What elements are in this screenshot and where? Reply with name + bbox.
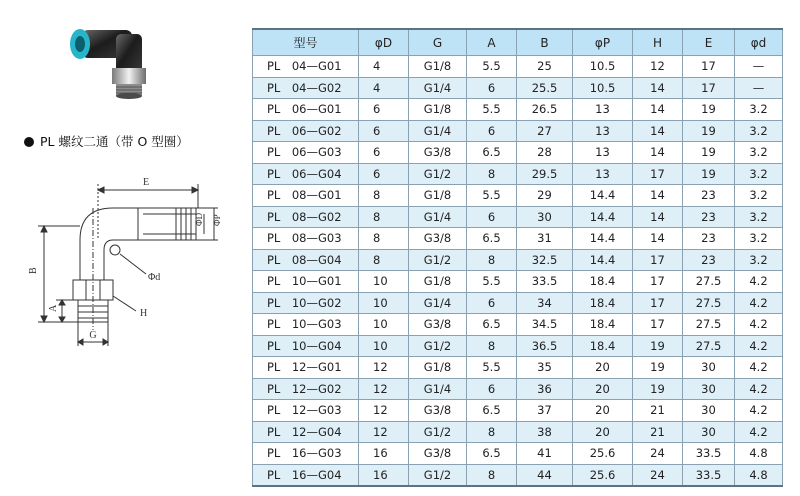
table-row [253, 357, 783, 379]
cell-E: 23 [683, 206, 735, 228]
cell-B: 36.5 [517, 335, 573, 357]
cell-model: PL 10—G01 [253, 271, 359, 293]
header-phi-D: φD [359, 29, 409, 56]
left-panel [0, 0, 248, 496]
cell-phi-d: 4.8 [735, 443, 783, 465]
cell-E: 30 [683, 378, 735, 400]
cell-A: 8 [467, 163, 517, 185]
cell-model: PL 10—G04 [253, 335, 359, 357]
cell-model: PL 12—G03 [253, 400, 359, 422]
header-phi-P: φP [573, 29, 633, 56]
cell-H: 14 [633, 99, 683, 121]
cell-phi-P: 13 [573, 120, 633, 142]
cell-phi-D: 4 [359, 77, 409, 99]
cell-H: 17 [633, 314, 683, 336]
cell-G: G1/8 [409, 185, 467, 207]
cell-H: 21 [633, 421, 683, 443]
table-row [253, 185, 783, 207]
cell-B: 29 [517, 185, 573, 207]
cell-phi-P: 20 [573, 421, 633, 443]
cell-phi-D: 4 [359, 56, 409, 78]
cell-B: 33.5 [517, 271, 573, 293]
cell-G: G1/8 [409, 99, 467, 121]
cell-H: 19 [633, 378, 683, 400]
table-row [253, 292, 783, 314]
cell-phi-D: 12 [359, 421, 409, 443]
cell-phi-D: 10 [359, 271, 409, 293]
cell-phi-P: 13 [573, 99, 633, 121]
cell-phi-D: 8 [359, 249, 409, 271]
cell-phi-P: 20 [573, 378, 633, 400]
cell-G: G3/8 [409, 443, 467, 465]
cell-phi-P: 13 [573, 163, 633, 185]
cell-A: 5.5 [467, 357, 517, 379]
table-row [253, 464, 783, 486]
cell-E: 19 [683, 120, 735, 142]
cell-E: 17 [683, 77, 735, 99]
cell-phi-D: 6 [359, 163, 409, 185]
cell-A: 5.5 [467, 56, 517, 78]
cell-E: 19 [683, 163, 735, 185]
cell-phi-d: 4.8 [735, 464, 783, 486]
cell-phi-d: 3.2 [735, 163, 783, 185]
cell-phi-P: 14.4 [573, 206, 633, 228]
table-header-row [253, 29, 783, 56]
cell-B: 26.5 [517, 99, 573, 121]
table-row [253, 378, 783, 400]
cell-G: G1/4 [409, 378, 467, 400]
cell-phi-P: 14.4 [573, 185, 633, 207]
cell-phi-D: 6 [359, 99, 409, 121]
cell-E: 30 [683, 400, 735, 422]
cell-E: 27.5 [683, 314, 735, 336]
cell-phi-d: 3.2 [735, 249, 783, 271]
cell-phi-d: 4.2 [735, 421, 783, 443]
table-row [253, 335, 783, 357]
cell-H: 14 [633, 77, 683, 99]
cell-phi-P: 20 [573, 357, 633, 379]
table-row [253, 400, 783, 422]
cell-G: G3/8 [409, 142, 467, 164]
cell-phi-D: 6 [359, 142, 409, 164]
header-model: 型号 [253, 29, 359, 56]
cell-phi-P: 14.4 [573, 228, 633, 250]
table-row [253, 99, 783, 121]
label-phi-P: ΦP [212, 214, 222, 226]
cell-phi-P: 18.4 [573, 335, 633, 357]
cell-G: G3/8 [409, 400, 467, 422]
cell-B: 25.5 [517, 77, 573, 99]
cell-model: PL 08—G02 [253, 206, 359, 228]
cell-phi-d: 4.2 [735, 335, 783, 357]
cell-A: 5.5 [467, 185, 517, 207]
cell-E: 17 [683, 56, 735, 78]
cell-G: G1/2 [409, 464, 467, 486]
label-G: G [89, 330, 97, 341]
cell-G: G1/8 [409, 271, 467, 293]
bullet-icon [24, 137, 34, 147]
cell-phi-P: 13 [573, 142, 633, 164]
cell-G: G1/2 [409, 335, 467, 357]
cell-G: G1/4 [409, 77, 467, 99]
cell-G: G1/2 [409, 163, 467, 185]
cell-G: G1/8 [409, 56, 467, 78]
cell-phi-P: 18.4 [573, 271, 633, 293]
cell-E: 23 [683, 185, 735, 207]
cell-model: PL 04—G01 [253, 56, 359, 78]
cell-model: PL 10—G02 [253, 292, 359, 314]
cell-model: PL 06—G03 [253, 142, 359, 164]
cell-model: PL 06—G01 [253, 99, 359, 121]
cell-H: 19 [633, 357, 683, 379]
cell-phi-D: 8 [359, 228, 409, 250]
cell-B: 36 [517, 378, 573, 400]
cell-model: PL 04—G02 [253, 77, 359, 99]
cell-model: PL 08—G04 [253, 249, 359, 271]
cell-A: 6 [467, 77, 517, 99]
cell-A: 5.5 [467, 99, 517, 121]
cell-E: 19 [683, 142, 735, 164]
cell-phi-d: 4.2 [735, 314, 783, 336]
cell-model: PL 12—G04 [253, 421, 359, 443]
table-row [253, 206, 783, 228]
cell-A: 6 [467, 206, 517, 228]
cell-E: 23 [683, 228, 735, 250]
cell-phi-P: 14.4 [573, 249, 633, 271]
cell-H: 14 [633, 185, 683, 207]
product-photo [60, 8, 170, 108]
cell-H: 24 [633, 443, 683, 465]
spec-table [252, 28, 783, 487]
label-phi-D: ΦD [194, 212, 204, 226]
cell-A: 6.5 [467, 400, 517, 422]
cell-G: G1/2 [409, 421, 467, 443]
cell-phi-d: 3.2 [735, 206, 783, 228]
cell-model: PL 06—G04 [253, 163, 359, 185]
table-row [253, 228, 783, 250]
cell-A: 6 [467, 378, 517, 400]
cell-E: 30 [683, 421, 735, 443]
label-A: A [48, 304, 59, 312]
cell-phi-D: 12 [359, 357, 409, 379]
cell-phi-d: 3.2 [735, 185, 783, 207]
cell-model: PL 16—G03 [253, 443, 359, 465]
cell-phi-P: 18.4 [573, 314, 633, 336]
cell-E: 27.5 [683, 271, 735, 293]
cell-A: 8 [467, 464, 517, 486]
cell-phi-P: 25.6 [573, 464, 633, 486]
cell-H: 19 [633, 335, 683, 357]
cell-phi-D: 10 [359, 292, 409, 314]
label-E: E [142, 177, 150, 188]
cell-A: 6 [467, 292, 517, 314]
cell-phi-d: — [735, 56, 783, 78]
cell-B: 30 [517, 206, 573, 228]
cell-B: 32.5 [517, 249, 573, 271]
cell-phi-D: 16 [359, 464, 409, 486]
label-phi-d: Φd [148, 272, 161, 283]
cell-B: 34.5 [517, 314, 573, 336]
cell-phi-d: 4.2 [735, 292, 783, 314]
header-A: A [467, 29, 517, 56]
cell-phi-P: 18.4 [573, 292, 633, 314]
cell-phi-d: 4.2 [735, 400, 783, 422]
cell-E: 27.5 [683, 292, 735, 314]
label-H: H [140, 308, 148, 319]
header-B: B [517, 29, 573, 56]
cell-E: 33.5 [683, 464, 735, 486]
table-row [253, 421, 783, 443]
cell-B: 31 [517, 228, 573, 250]
cell-H: 24 [633, 464, 683, 486]
cell-A: 6 [467, 120, 517, 142]
cell-H: 14 [633, 120, 683, 142]
cell-phi-D: 8 [359, 206, 409, 228]
cell-phi-d: — [735, 77, 783, 99]
cell-phi-d: 4.2 [735, 378, 783, 400]
table-row [253, 443, 783, 465]
cell-phi-D: 16 [359, 443, 409, 465]
cell-G: G1/2 [409, 249, 467, 271]
cell-phi-d: 3.2 [735, 99, 783, 121]
cell-G: G3/8 [409, 228, 467, 250]
cell-phi-D: 12 [359, 378, 409, 400]
cell-model: PL 12—G02 [253, 378, 359, 400]
cell-phi-P: 25.6 [573, 443, 633, 465]
cell-E: 19 [683, 99, 735, 121]
cell-G: G1/8 [409, 357, 467, 379]
cell-G: G3/8 [409, 314, 467, 336]
cell-B: 29.5 [517, 163, 573, 185]
cell-G: G1/4 [409, 120, 467, 142]
table-row [253, 77, 783, 99]
cell-model: PL 16—G04 [253, 464, 359, 486]
table-row [253, 120, 783, 142]
cell-H: 14 [633, 142, 683, 164]
cell-A: 6.5 [467, 142, 517, 164]
cell-phi-D: 12 [359, 400, 409, 422]
cell-B: 41 [517, 443, 573, 465]
caption-text: PL 螺纹二通（带 O 型圈） [40, 134, 189, 149]
cell-phi-D: 8 [359, 185, 409, 207]
product-caption [24, 132, 189, 150]
cell-B: 38 [517, 421, 573, 443]
cell-B: 37 [517, 400, 573, 422]
cell-H: 17 [633, 249, 683, 271]
cell-model: PL 08—G03 [253, 228, 359, 250]
cell-B: 27 [517, 120, 573, 142]
cell-B: 35 [517, 357, 573, 379]
cell-E: 27.5 [683, 335, 735, 357]
cell-phi-P: 10.5 [573, 56, 633, 78]
cell-B: 25 [517, 56, 573, 78]
cell-phi-D: 10 [359, 314, 409, 336]
spec-table-container [252, 28, 782, 487]
table-row [253, 271, 783, 293]
header-E: E [683, 29, 735, 56]
header-phi-d: φd [735, 29, 783, 56]
cell-B: 44 [517, 464, 573, 486]
cell-phi-d: 3.2 [735, 142, 783, 164]
header-H: H [633, 29, 683, 56]
cell-model: PL 10—G03 [253, 314, 359, 336]
cell-A: 6.5 [467, 228, 517, 250]
table-body [253, 56, 783, 487]
cell-phi-D: 6 [359, 120, 409, 142]
dimension-diagram [18, 168, 238, 358]
cell-A: 8 [467, 421, 517, 443]
table-row [253, 163, 783, 185]
cell-model: PL 08—G01 [253, 185, 359, 207]
cell-E: 23 [683, 249, 735, 271]
cell-H: 17 [633, 271, 683, 293]
label-B: B [28, 267, 39, 274]
cell-H: 14 [633, 228, 683, 250]
cell-H: 21 [633, 400, 683, 422]
cell-phi-d: 3.2 [735, 120, 783, 142]
table-row [253, 142, 783, 164]
cell-phi-d: 4.2 [735, 357, 783, 379]
cell-phi-P: 20 [573, 400, 633, 422]
cell-E: 33.5 [683, 443, 735, 465]
cell-H: 17 [633, 292, 683, 314]
cell-A: 6.5 [467, 443, 517, 465]
cell-H: 14 [633, 206, 683, 228]
cell-A: 8 [467, 249, 517, 271]
header-G: G [409, 29, 467, 56]
cell-E: 30 [683, 357, 735, 379]
cell-A: 8 [467, 335, 517, 357]
cell-A: 6.5 [467, 314, 517, 336]
cell-phi-P: 10.5 [573, 77, 633, 99]
table-row [253, 56, 783, 78]
cell-G: G1/4 [409, 292, 467, 314]
cell-model: PL 12—G01 [253, 357, 359, 379]
cell-phi-d: 4.2 [735, 271, 783, 293]
cell-B: 34 [517, 292, 573, 314]
cell-A: 5.5 [467, 271, 517, 293]
cell-model: PL 06—G02 [253, 120, 359, 142]
cell-B: 28 [517, 142, 573, 164]
table-row [253, 314, 783, 336]
cell-H: 12 [633, 56, 683, 78]
cell-H: 17 [633, 163, 683, 185]
cell-G: G1/4 [409, 206, 467, 228]
table-row [253, 249, 783, 271]
cell-phi-d: 3.2 [735, 228, 783, 250]
cell-phi-D: 10 [359, 335, 409, 357]
